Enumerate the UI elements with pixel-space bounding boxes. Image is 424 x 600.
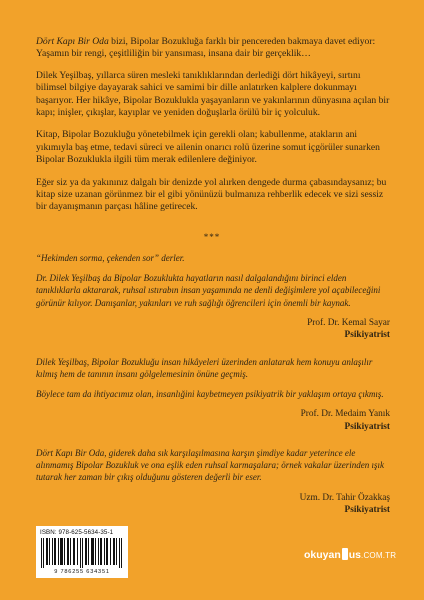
review [36,252,390,342]
publisher-brand-right: us [348,549,362,561]
publisher-logo [304,548,396,561]
isbn-label: ISBN: 978-625-5634-35-1 [40,529,114,536]
section-separator: *** [203,232,221,242]
review-author: Prof. Dr. Kemal Sayar [307,317,390,328]
review-paragraph: Dört Kapı Bir Oda, giderek daha sık karşılaşılmasına karşın şimdiye kadar yeterince ele alınmamış Bipolar Bozukluk ve ona eşlik eden ruhsal karmaşalara; örnek vakalar üzerinden ışık tutarak her zaman bir çıkış olduğunu gösteren değerli bir eser. [36,448,384,483]
book-mark-icon [342,548,348,560]
review-author-title: Psikiyatrist [344,505,390,516]
blurb-p1-text: bizi, Bipolar Bozukluğa farklı bir pencereden bakmaya davet ediyor: Yaşamın bir rengi, çeşitliliğin bir yansıması, insana dair bir gerçeklik… [36,36,376,60]
review-signature [36,408,390,433]
blurb-paragraph-3: Kitap, Bipolar Bozukluğu yönetebilmek için gerekli olan; kabullenme, atakların ani yıkımıyla baş etme, tedavi süreci ve ailenin onarıcı rolü üzerine somut içgörüler sunarken Bipolar Bozuklukla ilgili tüm merak edilenlere değiniyor. [36,129,380,166]
review-paragraph: Böylece tam da ihtiyacımız olan, insanlığini kaybetmeyen psikiyatrik bir yaklaşım ortaya çıkmış. [36,389,384,400]
review-paragraph: Dr. Dilek Yeşilbaş da Bipolar Bozuklukta hayatların nasıl dalgalandığını birinci elden tanıklıklarla aktararak, ruhsal ıstırabın insan yaşamında ne denli değişimlere yol açabileceğini görünür kılıyor. Danışanlar, yakınları ve ruh sağlığı öğrencileri için önemli bir kaynak. [36,273,381,308]
blurb-paragraph-4: Eğer siz ya da yakınınız dalgalı bir denizde yol alırken dengede durma çabasındaysanız; bu kitap size uzanan görünmez bir el gibi yönünüzü bulmanıza rehberlik edecek ve sizi sessiz bir dayanışmanın parçası hâline getirecek. [36,176,387,213]
review-signature [36,492,390,517]
review-paragraph: “Hekimden sorma, çekenden sor” derler. [36,253,185,263]
review [36,356,390,433]
review [36,447,390,516]
barcode-bars-icon [40,538,124,568]
blurb-paragraph-1 [36,36,390,61]
review-signature [36,317,390,342]
review-author-title: Psikiyatrist [344,421,390,432]
publisher-domain: .COM.TR [361,551,397,560]
barcode [36,526,128,578]
blurb-paragraph-2: Dilek Yeşilbaş, yıllarca süren mesleki tanıklıklarından derlediği dört hikâyeyi, sırtını bilimsel bilgiye dayayarak sahici ve samimi bir dille anlatırken kalplere dokunmayı başarıyor. Her hikâye, Bipolar Bozuklukla yaşayanların ve yakınlarının dünyasına açılan bir kapı; inişler, çıkışlar, kayıplar ve yeniden doğuşlarla örülü bir iç yolculuk. [36,69,390,119]
barcode-digits: 9 786255 634351 [54,569,110,575]
review-author: Uzm. Dr. Tahir Özakkaş [299,492,390,503]
book-title-inline: Dört Kapı Bir Oda [36,36,109,47]
review-paragraph: Dilek Yeşilbaş, Bipolar Bozukluğu insan hikâyeleri üzerinden anlatarak hem konuyu anlaşılır kılmış hem de tanının insanı gölgelemesinin önüne geçmiş. [36,356,373,379]
blurb [36,36,390,224]
publisher-brand-left: okuyan [304,549,341,561]
reviews [36,252,390,524]
review-author: Prof. Dr. Medaim Yanık [300,409,390,420]
review-author-title: Psikiyatrist [344,330,390,341]
